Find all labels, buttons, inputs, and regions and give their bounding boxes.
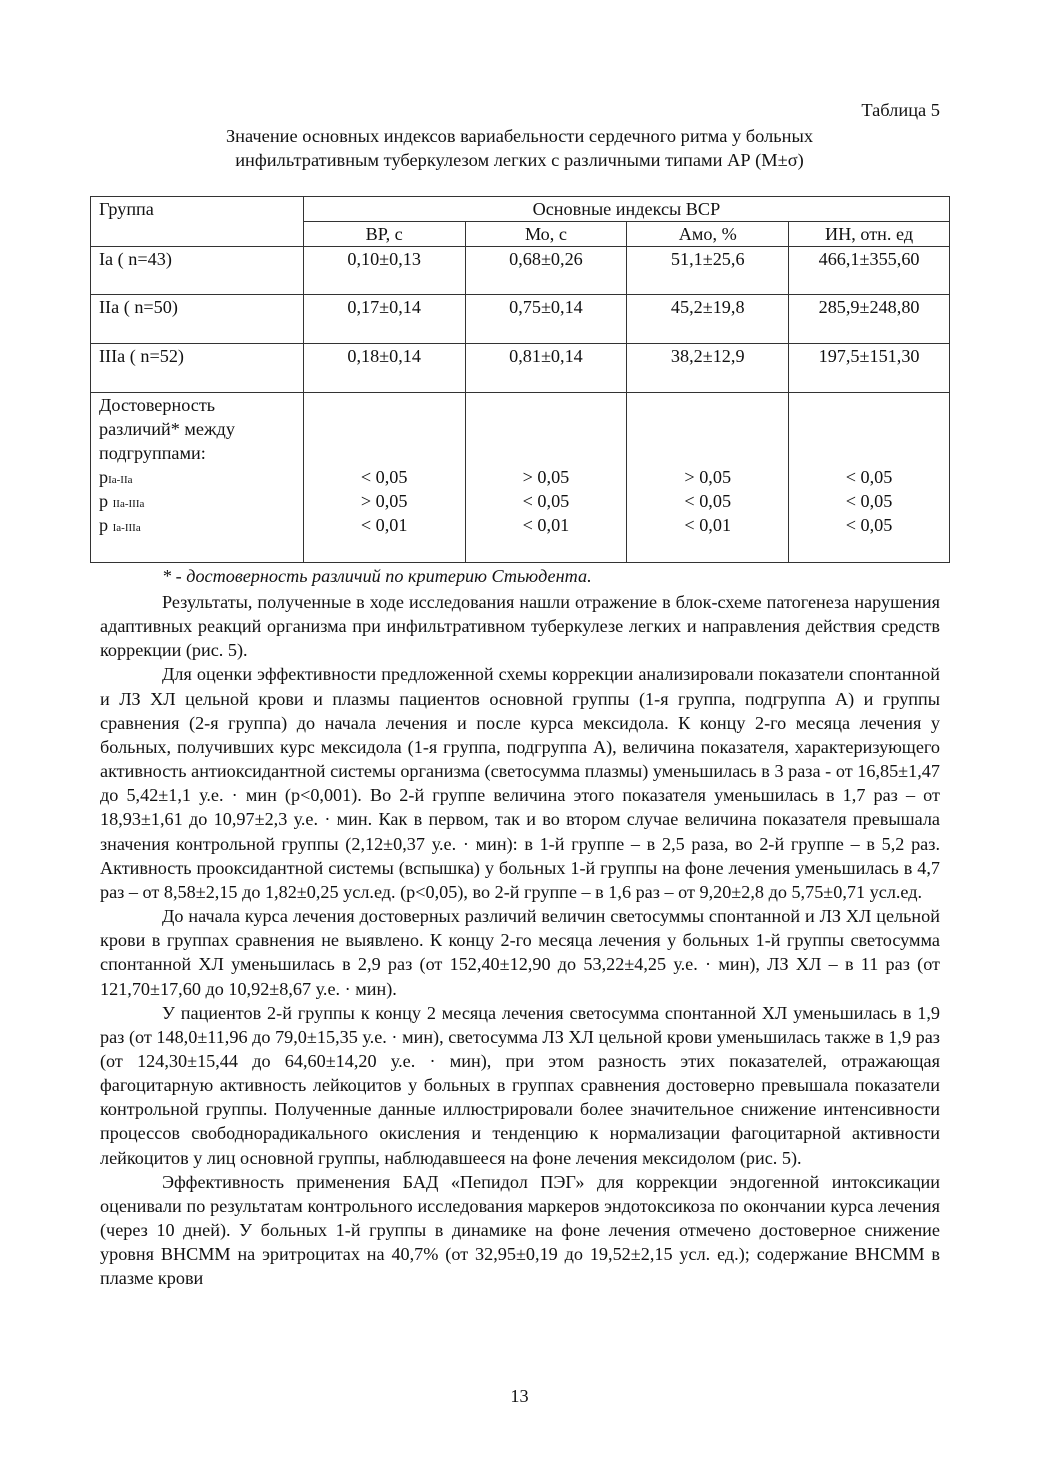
significance-label-line: Достоверность [99, 395, 216, 415]
group-cell: IIIa ( n=52) [91, 344, 304, 393]
table-number: Таблица 5 [861, 100, 940, 120]
paragraph: Для оценки эффективности предложенной схемы коррекции анализировали показатели спонтанной и ЛЗ ХЛ цельной крови и плазмы пациентов основной группы (1-я группа, подгруппа А) и группы сравнения (2-я группа) до начала лечения и после курса мексидола. К концу 2-го месяца лечения у больных, получивших курс мексидола (1-я группа, подгруппа А), величина показателя, характеризующего активность антиоксидантной системы организма (светосумма плазмы) уменьшилась в 3 раза - от 16,85±1,47 до 5,42±1,1 у.е. · мин (р<0,001). Во 2-й группе величина этого показателя уменьшилась в 1,7 раз – от 18,93±1,61 до 10,97±2,3 у.е. · мин. Как в первом, так и во втором случае величина показателя превышала значения контрольной группы (2,12±0,37 у.е. · мин): в 1-й группе – в 2,5 раза, во 2-й группе – в 5,2 раз. Активность прооксидантной системы (вспышка) у больных 1-й группы на фоне лечения уменьшилась в 4,7 раз – от 8,58±2,15 до 1,82±0,25 усл.ед. (р<0,05), во 2-й группе – в 1,6 раз – от 9,20±2,8 до 5,75±0,71 усл.ед. [100, 664, 940, 902]
p-symbol: p [99, 491, 113, 511]
p-values-cell [789, 393, 950, 563]
p-value: > 0,05 [522, 467, 570, 487]
value-cell: 0,68±0,26 [465, 247, 627, 295]
paragraph: До начала курса лечения достоверных различий величин светосуммы спонтанной и ЛЗ ХЛ цельной крови в группах сравнения не выявлено. К концу 2-го месяца лечения у больных 1-й группы светосумма спонтанной ХЛ уменьшилась в 2,9 раз (от 152,40±12,90 до 53,22±4,25 у.е. · мин), ЛЗ ХЛ – в 11 раз (от 121,70±17,60 до 10,92±8,67 у.е. · мин). [100, 906, 940, 999]
p-value: > 0,05 [360, 491, 408, 511]
paragraph: Результаты, полученные в ходе исследования нашли отражение в блок-схеме патогенеза нарушения адаптивных реакций организма при инфильтративном туберкулезе легких и направления действия средств коррекции (рис. 5). [100, 592, 940, 661]
value-cell: 466,1±355,60 [789, 247, 950, 295]
p-value: < 0,05 [845, 467, 893, 487]
p-subscript: IIa-IIIa [112, 498, 145, 510]
value-cell: 51,1±25,6 [627, 247, 789, 295]
caption-line-2: инфильтративным туберкулезом легких с различными типами АР (М±σ) [235, 150, 804, 170]
page-number: 13 [510, 1386, 529, 1406]
hrv-indices-table [90, 196, 950, 563]
value-cell: 0,17±0,14 [303, 295, 465, 344]
p-value: < 0,05 [845, 515, 893, 535]
table-row [91, 295, 950, 344]
group-cell: IIa ( n=50) [91, 295, 304, 344]
p-symbol: p [99, 515, 113, 535]
table-header-row [91, 197, 950, 222]
value-cell: 0,75±0,14 [465, 295, 627, 344]
table-caption [0, 124, 1039, 172]
indices-header: Основные индексы ВСР [303, 197, 949, 222]
p-label [99, 465, 303, 489]
p-value: < 0,01 [684, 515, 732, 535]
significance-label [91, 393, 304, 563]
caption-line-1: Значение основных индексов вариабельности сердечного ритма у больных [225, 126, 814, 146]
column-header: Мо, с [465, 222, 627, 247]
group-header: Группа [91, 197, 304, 247]
significance-label-line: различий* между [99, 419, 235, 439]
significance-row [91, 393, 950, 563]
p-values-cell [465, 393, 627, 563]
p-symbol: p [99, 467, 109, 487]
value-cell: 0,10±0,13 [303, 247, 465, 295]
table-row [91, 344, 950, 393]
p-label [99, 513, 303, 537]
group-cell: Ia ( n=43) [91, 247, 304, 295]
value-cell: 285,9±248,80 [789, 295, 950, 344]
value-cell: 45,2±19,8 [627, 295, 789, 344]
significance-label-line: подгруппами: [99, 443, 206, 463]
paragraph: Эффективность применения БАД «Пепидол ПЭГ» для коррекции эндогенной интоксикации оценивали по результатам контрольного исследования маркеров эндотоксикоза по окончании курса лечения (через 10 дней). У больных 1-й группы в динамике на фоне лечения отмечено достоверное снижение уровня ВНСММ на эритроцитах на 40,7% (от 32,95±0,19 до 19,52±2,15 усл. ед.); содержание ВНСММ в плазме крови [100, 1171, 940, 1289]
body-text [100, 590, 940, 1291]
value-cell: 0,81±0,14 [465, 344, 627, 393]
p-subscript: Ia-IIIa [112, 522, 141, 534]
p-value: < 0,05 [684, 491, 732, 511]
p-values-cell [627, 393, 789, 563]
p-label [99, 489, 303, 513]
p-value: < 0,01 [522, 515, 570, 535]
p-value: < 0,05 [845, 491, 893, 511]
column-header: Амо, % [627, 222, 789, 247]
table-footnote: * - достоверность различий по критерию Стьюдента. [162, 566, 592, 586]
value-cell: 197,5±151,30 [789, 344, 950, 393]
p-value: < 0,05 [360, 467, 408, 487]
value-cell: 0,18±0,14 [303, 344, 465, 393]
value-cell: 38,2±12,9 [627, 344, 789, 393]
p-subscript: Ia-IIa [108, 474, 133, 486]
table-row [91, 247, 950, 295]
column-header: ИН, отн. ед [789, 222, 950, 247]
column-header: ВР, с [303, 222, 465, 247]
paragraph: У пациентов 2-й группы к концу 2 месяца лечения светосумма спонтанной ХЛ уменьшилась в 1,9 раз (от 148,0±11,96 до 79,0±15,35 у.е. · мин), светосумма ЛЗ ХЛ цельной крови уменьшилась также в 1,9 раз (от 124,30±15,44 до 64,60±14,20 у.е. · мин), при этом разность этих показателей, отражающая фагоцитарную активность лейкоцитов у больных в группах сравнения достоверно превышала показатели контрольной группы. Полученные данные иллюстрировали более значительное снижение интенсивности процессов свободнорадикального окисления и тенденцию к нормализации фагоцитарной активности лейкоцитов у лиц основной группы, наблюдавшееся на фоне лечения мексидолом (рис. 5). [100, 1002, 940, 1168]
p-values-cell [303, 393, 465, 563]
p-value: > 0,05 [684, 467, 732, 487]
p-value: < 0,05 [522, 491, 570, 511]
p-value: < 0,01 [360, 515, 408, 535]
